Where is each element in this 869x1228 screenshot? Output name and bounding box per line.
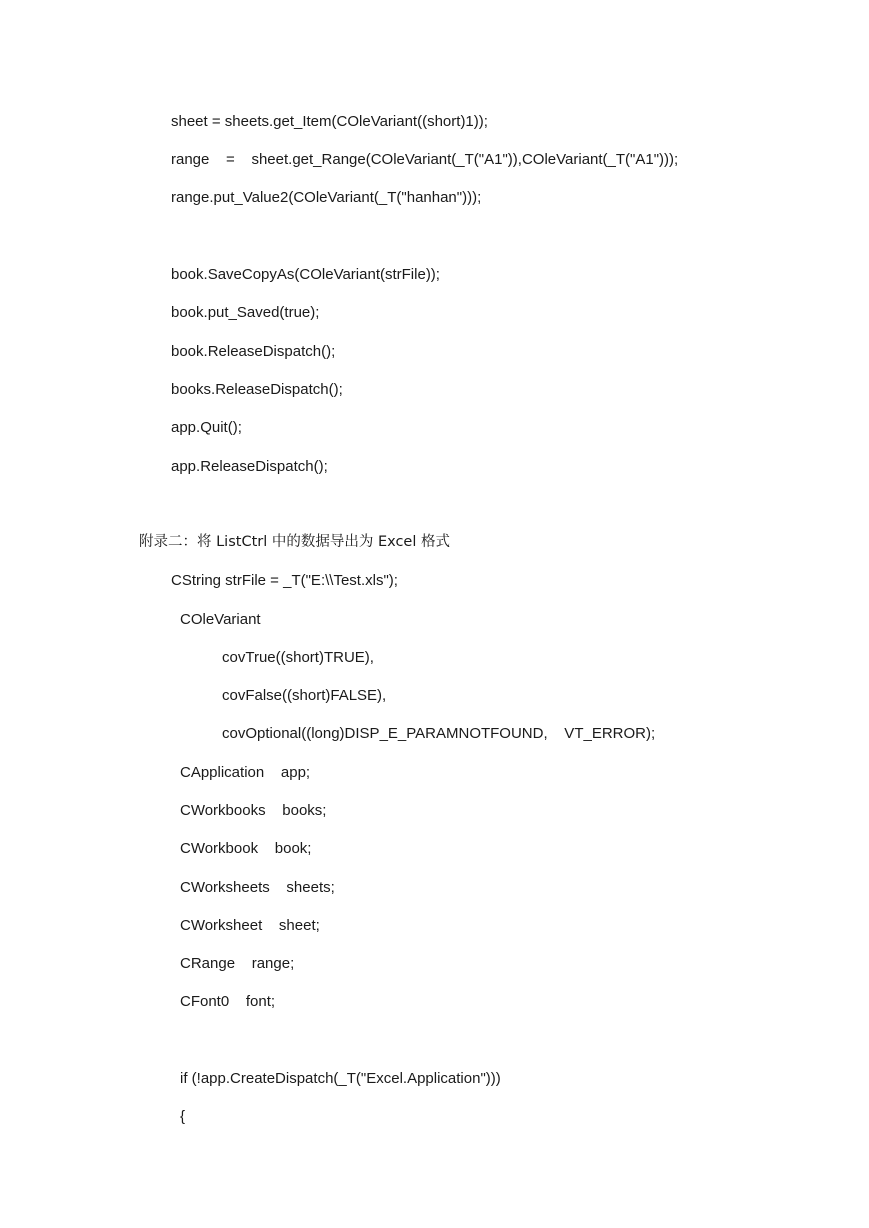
code-line: covTrue((short)TRUE), bbox=[222, 649, 374, 666]
code-line: if (!app.CreateDispatch(_T("Excel.Application"))) bbox=[180, 1070, 501, 1087]
code-line: covOptional((long)DISP_E_PARAMNOTFOUND, VT_ERROR); bbox=[222, 725, 656, 742]
code-line: book.ReleaseDispatch(); bbox=[171, 343, 336, 360]
code-line: { bbox=[180, 1108, 186, 1125]
code-line: CWorkbook book; bbox=[180, 840, 312, 857]
code-line: covFalse((short)FALSE), bbox=[222, 687, 387, 704]
code-line: app.ReleaseDispatch(); bbox=[171, 458, 328, 475]
code-line: CString strFile = _T("E:\\Test.xls"); bbox=[171, 572, 398, 589]
code-line: range = sheet.get_Range(COleVariant(_T("A1")),COleVariant(_T("A1"))); bbox=[171, 151, 679, 168]
code-line: CWorksheets sheets; bbox=[180, 879, 335, 896]
code-line: CWorkbooks books; bbox=[180, 802, 327, 819]
code-line: range.put_Value2(COleVariant(_T("hanhan"))); bbox=[171, 189, 482, 206]
code-line: CApplication app; bbox=[180, 764, 311, 781]
code-line: app.Quit(); bbox=[171, 419, 242, 436]
code-line: sheet = sheets.get_Item(COleVariant((short)1)); bbox=[171, 113, 488, 130]
code-line: book.SaveCopyAs(COleVariant(strFile)); bbox=[171, 266, 440, 283]
code-line: books.ReleaseDispatch(); bbox=[171, 381, 343, 398]
code-line: book.put_Saved(true); bbox=[171, 304, 320, 321]
appendix-heading: 附录二：将 ListCtrl 中的数据导出为 Excel 格式 bbox=[139, 534, 450, 550]
code-line: CRange range; bbox=[180, 955, 295, 972]
code-line: CWorksheet sheet; bbox=[180, 917, 320, 934]
code-line: CFont0 font; bbox=[180, 993, 276, 1010]
code-line: COleVariant bbox=[180, 611, 261, 628]
